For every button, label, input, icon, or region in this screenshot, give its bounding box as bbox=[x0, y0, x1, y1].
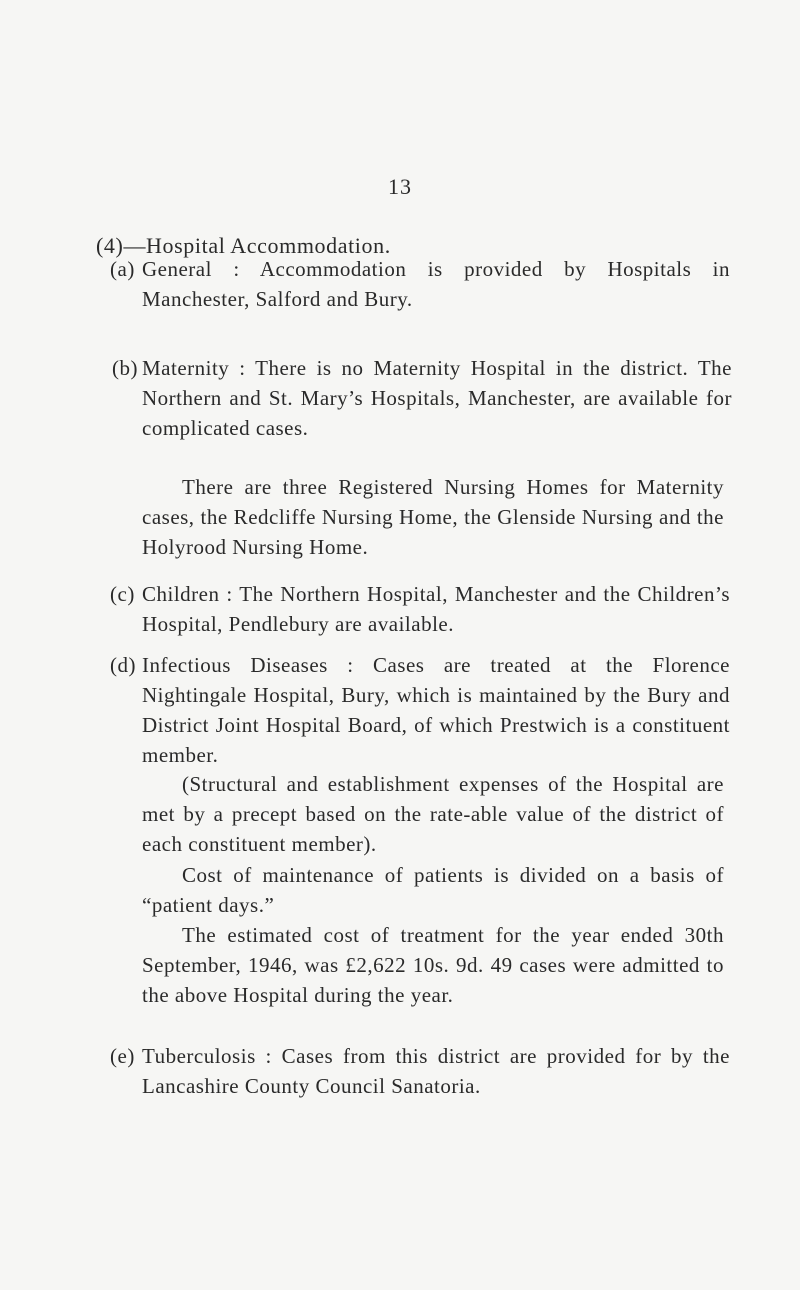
list-item-general bbox=[110, 254, 730, 314]
page-number: 13 bbox=[388, 174, 412, 199]
item-text: Children : The Northern Hospital, Manchester and the Children’s Hospital, Pendlebury are available. bbox=[142, 582, 730, 636]
maternity-nursing-homes-paragraph: There are three Registered Nursing Homes for Maternity cases, the Redcliffe Nursing Home, the Glenside Nursing and the Holyrood Nursing Home. bbox=[142, 475, 724, 559]
section-heading: (4)—Hospital Accommodation. bbox=[96, 233, 391, 258]
item-text: Maternity : There is no Maternity Hospital in the district. The Northern and St. Mary’s Hospitals, Manchester, are available for complicated cases. bbox=[142, 356, 732, 440]
item-label: (a) bbox=[110, 257, 135, 281]
list-item-infectious-diseases bbox=[110, 650, 730, 770]
list-item-tuberculosis bbox=[110, 1041, 730, 1101]
estimated-cost-paragraph: The estimated cost of treatment for the year ended 30th September, 1946, was £2,622 10s. 9d. 49 cases were admitted to the above Hospital during the year. bbox=[142, 923, 724, 1007]
structural-expenses-paragraph: (Structural and establishment expenses of the Hospital are met by a precept based on the rate-able value of the district of each constituent member). bbox=[142, 772, 724, 856]
list-item-maternity bbox=[112, 353, 732, 443]
item-text: General : Accommodation is provided by Hospitals in Manchester, Salford and Bury. bbox=[142, 257, 730, 311]
item-label: (b) bbox=[112, 356, 138, 380]
item-label: (c) bbox=[110, 582, 135, 606]
item-text: Tuberculosis : Cases from this district are provided for by the Lancashire County Council Sanatoria. bbox=[142, 1044, 730, 1098]
list-item-children bbox=[110, 579, 730, 639]
item-label: (d) bbox=[110, 653, 136, 677]
item-label: (e) bbox=[110, 1044, 135, 1068]
maintenance-cost-paragraph: Cost of maintenance of patients is divided on a basis of “patient days.” bbox=[142, 863, 724, 917]
item-text: Infectious Diseases : Cases are treated at the Florence Nightingale Hospital, Bury, which is maintained by the Bury and District Joint Hospital Board, of which Prestwich is a constituent member. bbox=[142, 653, 730, 767]
